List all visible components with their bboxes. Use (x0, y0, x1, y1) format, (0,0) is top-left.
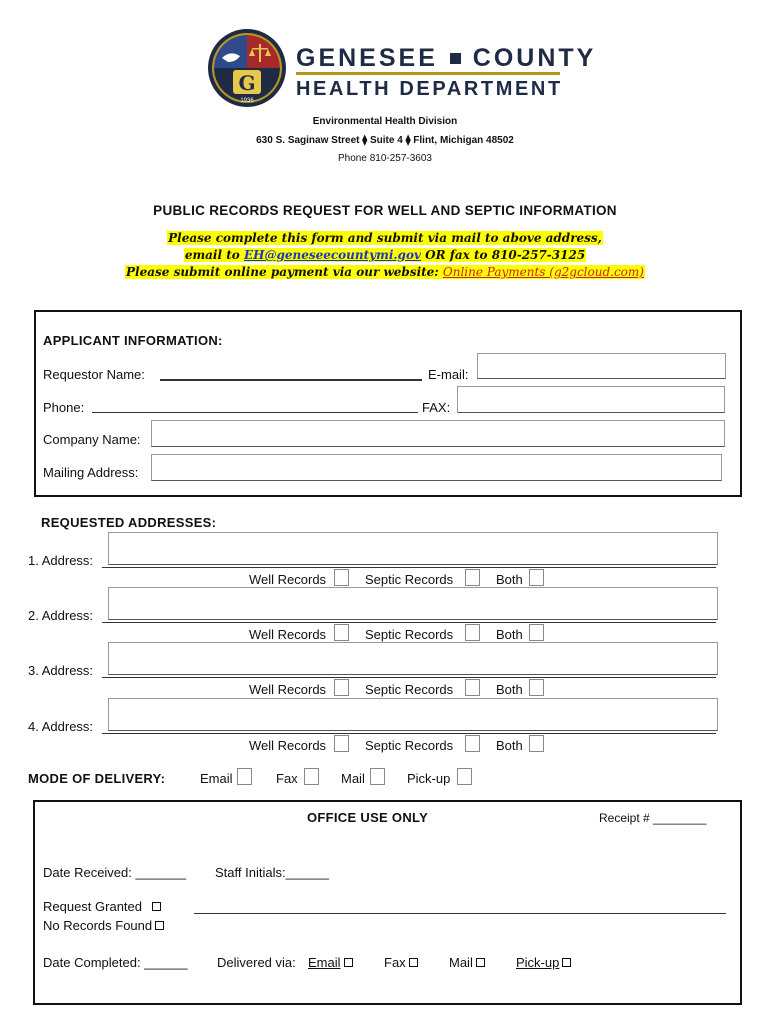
org-name-line2: HEALTH DEPARTMENT (296, 78, 563, 100)
both-label: Both (496, 572, 523, 587)
request-granted-checkbox[interactable] (152, 902, 161, 911)
septic-records-label: Septic Records (365, 627, 454, 642)
delivered-fax-checkbox[interactable] (409, 958, 418, 967)
delivered-email-checkbox[interactable] (344, 958, 353, 967)
address-underline (102, 677, 716, 678)
address-label: 2. Address: (28, 608, 94, 623)
septic-records-checkbox[interactable] (465, 679, 480, 696)
staff-initials: Staff Initials:______ (215, 865, 329, 880)
well-records-checkbox[interactable] (334, 679, 349, 696)
septic-records-label: Septic Records (365, 738, 454, 753)
mailing-address-label: Mailing Address: (43, 465, 139, 480)
delivered-mail-checkbox[interactable] (476, 958, 485, 967)
no-records-label: No Records Found (43, 918, 153, 933)
date-received: Date Received: _______ (43, 865, 187, 880)
email-input[interactable] (477, 353, 726, 379)
org-word-county: COUNTY (472, 44, 597, 72)
fax-input[interactable] (457, 386, 725, 413)
address-underline (102, 733, 716, 734)
email-label: E-mail: (428, 367, 469, 382)
delivered-via-label: Delivered via: (217, 955, 296, 970)
address-input[interactable] (108, 532, 718, 565)
office-use-heading: OFFICE USE ONLY (307, 810, 429, 825)
septic-records-checkbox[interactable] (465, 569, 480, 586)
receipt-number: Receipt # ________ (599, 811, 707, 825)
both-checkbox[interactable] (529, 624, 544, 641)
county-seal-logo (207, 28, 287, 108)
instruction-line1 (0, 231, 770, 245)
delivered-mail-label: Mail (449, 955, 473, 970)
well-records-label: Well Records (249, 738, 327, 753)
well-records-label: Well Records (249, 627, 327, 642)
address-underline (102, 567, 716, 568)
well-records-label: Well Records (249, 572, 327, 587)
division-name: Environmental Health Division (312, 116, 458, 127)
company-name-input[interactable] (151, 420, 725, 447)
delivered-pickup-checkbox[interactable] (562, 958, 571, 967)
instruction-text1: Please complete this form and submit via mail to above address, (168, 231, 602, 245)
both-label: Both (496, 738, 523, 753)
office-phone: Phone 810-257-3603 (338, 153, 432, 164)
org-word-genesee: GENESEE (296, 44, 438, 72)
org-separator-mark (450, 53, 461, 64)
both-label: Both (496, 682, 523, 697)
well-records-checkbox[interactable] (334, 569, 349, 586)
address-underline (102, 622, 716, 623)
both-checkbox[interactable] (529, 735, 544, 752)
delivery-fax-checkbox[interactable] (304, 768, 319, 785)
instruction-email-prefix: email to (184, 248, 244, 262)
requestor-underline (160, 380, 422, 381)
well-records-label: Well Records (249, 682, 327, 697)
requestor-name-input[interactable] (160, 354, 422, 380)
address-label: 1. Address: (28, 553, 94, 568)
company-name-label: Company Name: (43, 432, 141, 447)
delivery-email-checkbox[interactable] (237, 768, 252, 785)
instruction-payment-prefix: Please submit online payment via our website: (126, 265, 443, 279)
delivered-email-label: Email (308, 955, 341, 970)
delivered-mail-option (449, 955, 485, 970)
address-input[interactable] (108, 587, 718, 620)
org-name-line1 (296, 44, 596, 73)
address-input[interactable] (108, 698, 718, 731)
delivered-pickup-option (516, 955, 571, 970)
instruction-line3 (0, 265, 770, 279)
request-granted-option (43, 899, 161, 914)
well-records-checkbox[interactable] (334, 735, 349, 752)
office-notes-line (194, 913, 726, 914)
septic-records-checkbox[interactable] (465, 735, 480, 752)
date-completed: Date Completed: ______ (43, 955, 188, 970)
delivery-fax-label: Fax (276, 771, 298, 786)
septic-records-label: Septic Records (365, 682, 454, 697)
logo-year: 1936 (240, 98, 254, 104)
instruction-fax-text: OR fax to 810-257-3125 (420, 248, 586, 262)
logo-letter: G (238, 71, 256, 95)
online-payment-link[interactable]: Online Payments (g2gcloud.com) (442, 265, 644, 279)
septic-records-checkbox[interactable] (465, 624, 480, 641)
both-checkbox[interactable] (529, 569, 544, 586)
well-records-checkbox[interactable] (334, 624, 349, 641)
delivered-pickup-label: Pick-up (516, 955, 560, 970)
delivered-fax-option (384, 955, 418, 970)
mailing-address-input[interactable] (151, 454, 722, 481)
request-granted-label: Request Granted (43, 899, 143, 914)
instruction-line2 (0, 248, 770, 262)
office-address: 630 S. Saginaw Street ⧫ Suite 4 ⧫ Flint, Michigan 48502 (256, 135, 514, 146)
phone-input[interactable] (92, 387, 418, 413)
org-divider (296, 72, 560, 75)
address-label: 3. Address: (28, 663, 94, 678)
requestor-name-label: Requestor Name: (43, 367, 145, 382)
both-label: Both (496, 627, 523, 642)
mode-of-delivery-heading: MODE OF DELIVERY: (28, 771, 166, 786)
delivered-email-option (308, 955, 353, 970)
phone-label: Phone: (43, 400, 85, 415)
delivery-pickup-checkbox[interactable] (457, 768, 472, 785)
applicant-heading: APPLICANT INFORMATION: (43, 333, 223, 348)
septic-records-label: Septic Records (365, 572, 454, 587)
email-link[interactable]: EH@geneseecountymi.gov (243, 248, 421, 262)
no-records-option (43, 918, 164, 933)
delivery-mail-label: Mail (341, 771, 365, 786)
delivery-mail-checkbox[interactable] (370, 768, 385, 785)
delivered-fax-label: Fax (384, 955, 406, 970)
address-input[interactable] (108, 642, 718, 675)
delivery-pickup-label: Pick-up (407, 771, 451, 786)
delivery-email-label: Email (200, 771, 233, 786)
requested-addresses-heading: REQUESTED ADDRESSES: (41, 515, 217, 530)
form-title: PUBLIC RECORDS REQUEST FOR WELL AND SEPTIC INFORMATION (153, 203, 617, 218)
both-checkbox[interactable] (529, 679, 544, 696)
address-label: 4. Address: (28, 719, 94, 734)
no-records-checkbox[interactable] (155, 921, 164, 930)
fax-label: FAX: (422, 400, 451, 415)
